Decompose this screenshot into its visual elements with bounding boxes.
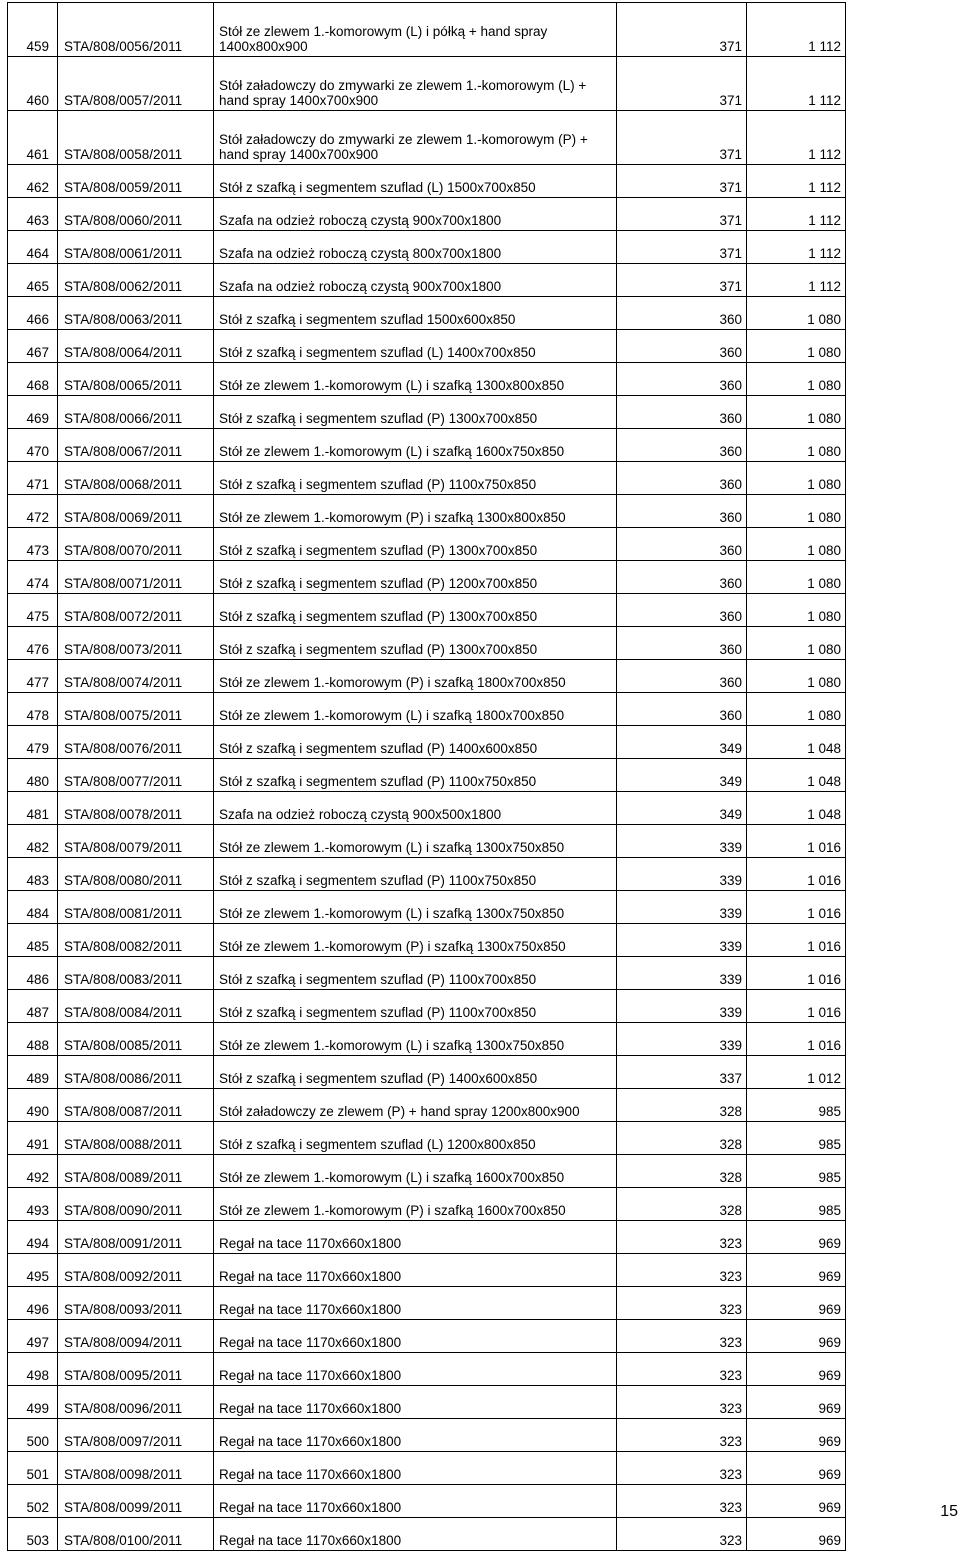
table-row [8, 1287, 846, 1320]
value-a: 360 [617, 363, 747, 396]
table-row [8, 1089, 846, 1122]
table-row [8, 1221, 846, 1254]
item-description: Stół z szafką i segmentem szuflad (P) 1300x700x850 [214, 396, 617, 429]
row-number: 492 [8, 1155, 58, 1188]
item-description: Stół z szafką i segmentem szuflad (P) 1100x700x850 [214, 957, 617, 990]
value-b: 1 012 [747, 1056, 846, 1089]
row-number: 464 [8, 231, 58, 264]
item-code: STA/808/0092/2011 [58, 1254, 214, 1287]
item-code: STA/808/0083/2011 [58, 957, 214, 990]
row-number: 460 [8, 57, 58, 111]
table-row [8, 297, 846, 330]
page-number: 15 [940, 1503, 958, 1520]
value-a: 323 [617, 1320, 747, 1353]
table-row [8, 1386, 846, 1419]
table-row [8, 330, 846, 363]
value-b: 1 080 [747, 528, 846, 561]
row-number: 472 [8, 495, 58, 528]
row-number: 480 [8, 759, 58, 792]
item-code: STA/808/0068/2011 [58, 462, 214, 495]
value-b: 1 080 [747, 462, 846, 495]
item-code: STA/808/0064/2011 [58, 330, 214, 363]
item-description: Szafa na odzież roboczą czystą 900x700x1800 [214, 198, 617, 231]
item-description: Stół z szafką i segmentem szuflad (P) 1100x750x850 [214, 462, 617, 495]
item-code: STA/808/0063/2011 [58, 297, 214, 330]
value-a: 360 [617, 693, 747, 726]
item-code: STA/808/0078/2011 [58, 792, 214, 825]
table-row [8, 264, 846, 297]
item-description: Regał na tace 1170x660x1800 [214, 1485, 617, 1518]
item-description: Stół ze zlewem 1.-komorowym (L) i szafką 1800x700x850 [214, 693, 617, 726]
table-row [8, 1518, 846, 1551]
item-description: Stół ze zlewem 1.-komorowym (P) i szafką 1600x700x850 [214, 1188, 617, 1221]
value-b: 1 016 [747, 858, 846, 891]
item-description: Stół z szafką i segmentem szuflad (P) 1100x700x850 [214, 990, 617, 1023]
value-a: 339 [617, 825, 747, 858]
table-row [8, 759, 846, 792]
value-b: 969 [747, 1221, 846, 1254]
item-code: STA/808/0060/2011 [58, 198, 214, 231]
item-code: STA/808/0071/2011 [58, 561, 214, 594]
item-description: Stół załadowczy do zmywarki ze zlewem 1.-komorowym (P) + hand spray 1400x700x900 [214, 111, 617, 165]
row-number: 499 [8, 1386, 58, 1419]
item-code: STA/808/0079/2011 [58, 825, 214, 858]
value-a: 360 [617, 561, 747, 594]
table-row [8, 627, 846, 660]
value-a: 371 [617, 3, 747, 57]
value-a: 323 [617, 1386, 747, 1419]
value-b: 969 [747, 1452, 846, 1485]
row-number: 502 [8, 1485, 58, 1518]
item-description: Stół załadowczy ze zlewem (P) + hand spray 1200x800x900 [214, 1089, 617, 1122]
table-row [8, 957, 846, 990]
value-b: 969 [747, 1518, 846, 1551]
value-a: 371 [617, 264, 747, 297]
table-row [8, 1452, 846, 1485]
row-number: 498 [8, 1353, 58, 1386]
value-b: 1 048 [747, 792, 846, 825]
item-code: STA/808/0094/2011 [58, 1320, 214, 1353]
value-b: 1 080 [747, 396, 846, 429]
value-a: 323 [617, 1485, 747, 1518]
item-description: Stół ze zlewem 1.-komorowym (L) i szafką 1600x750x850 [214, 429, 617, 462]
item-description: Stół ze zlewem 1.-komorowym (L) i szafką 1300x750x850 [214, 825, 617, 858]
value-b: 1 112 [747, 231, 846, 264]
value-b: 1 112 [747, 264, 846, 297]
table-row [8, 528, 846, 561]
item-description: Regał na tace 1170x660x1800 [214, 1419, 617, 1452]
item-description: Stół z szafką i segmentem szuflad (P) 1300x700x850 [214, 528, 617, 561]
row-number: 478 [8, 693, 58, 726]
table-row [8, 429, 846, 462]
row-number: 467 [8, 330, 58, 363]
item-description: Stół załadowczy do zmywarki ze zlewem 1.-komorowym (L) + hand spray 1400x700x900 [214, 57, 617, 111]
value-a: 323 [617, 1518, 747, 1551]
item-code: STA/808/0080/2011 [58, 858, 214, 891]
item-description: Stół z szafką i segmentem szuflad (L) 1500x700x850 [214, 165, 617, 198]
table-row [8, 1254, 846, 1287]
value-a: 360 [617, 462, 747, 495]
value-b: 1 112 [747, 198, 846, 231]
item-code: STA/808/0077/2011 [58, 759, 214, 792]
value-b: 1 080 [747, 561, 846, 594]
item-code: STA/808/0072/2011 [58, 594, 214, 627]
table-row [8, 462, 846, 495]
value-a: 360 [617, 396, 747, 429]
value-a: 371 [617, 111, 747, 165]
item-code: STA/808/0062/2011 [58, 264, 214, 297]
item-code: STA/808/0069/2011 [58, 495, 214, 528]
table-row [8, 1155, 846, 1188]
item-description: Regał na tace 1170x660x1800 [214, 1254, 617, 1287]
table-row [8, 924, 846, 957]
item-code: STA/808/0096/2011 [58, 1386, 214, 1419]
value-a: 360 [617, 660, 747, 693]
row-number: 471 [8, 462, 58, 495]
value-a: 339 [617, 1023, 747, 1056]
value-b: 985 [747, 1122, 846, 1155]
value-a: 371 [617, 231, 747, 264]
value-b: 969 [747, 1485, 846, 1518]
value-b: 985 [747, 1155, 846, 1188]
item-code: STA/808/0088/2011 [58, 1122, 214, 1155]
item-description: Regał na tace 1170x660x1800 [214, 1320, 617, 1353]
item-description: Szafa na odzież roboczą czystą 800x700x1800 [214, 231, 617, 264]
item-description: Regał na tace 1170x660x1800 [214, 1353, 617, 1386]
value-a: 371 [617, 57, 747, 111]
table-row [8, 1485, 846, 1518]
row-number: 475 [8, 594, 58, 627]
row-number: 466 [8, 297, 58, 330]
value-b: 1 080 [747, 495, 846, 528]
value-a: 371 [617, 165, 747, 198]
value-a: 360 [617, 528, 747, 561]
value-a: 339 [617, 957, 747, 990]
value-b: 1 080 [747, 429, 846, 462]
item-description: Regał na tace 1170x660x1800 [214, 1221, 617, 1254]
item-description: Regał na tace 1170x660x1800 [214, 1386, 617, 1419]
table-row [8, 495, 846, 528]
value-b: 1 080 [747, 594, 846, 627]
value-a: 360 [617, 429, 747, 462]
table-row [8, 1056, 846, 1089]
value-a: 328 [617, 1155, 747, 1188]
item-code: STA/808/0058/2011 [58, 111, 214, 165]
value-a: 339 [617, 891, 747, 924]
value-b: 1 016 [747, 891, 846, 924]
item-description: Stół ze zlewem 1.-komorowym (P) i szafką 1800x700x850 [214, 660, 617, 693]
value-a: 339 [617, 924, 747, 957]
table-row [8, 1419, 846, 1452]
value-a: 328 [617, 1089, 747, 1122]
item-code: STA/808/0087/2011 [58, 1089, 214, 1122]
row-number: 465 [8, 264, 58, 297]
item-code: STA/808/0082/2011 [58, 924, 214, 957]
value-a: 328 [617, 1188, 747, 1221]
value-b: 1 080 [747, 627, 846, 660]
table-row [8, 858, 846, 891]
item-code: STA/808/0093/2011 [58, 1287, 214, 1320]
item-description: Stół z szafką i segmentem szuflad 1500x600x850 [214, 297, 617, 330]
item-code: STA/808/0066/2011 [58, 396, 214, 429]
row-number: 481 [8, 792, 58, 825]
item-description: Stół z szafką i segmentem szuflad (P) 1200x700x850 [214, 561, 617, 594]
value-a: 360 [617, 330, 747, 363]
row-number: 479 [8, 726, 58, 759]
table-row [8, 1320, 846, 1353]
item-description: Szafa na odzież roboczą czystą 900x500x1800 [214, 792, 617, 825]
value-a: 323 [617, 1287, 747, 1320]
row-number: 500 [8, 1419, 58, 1452]
item-code: STA/808/0086/2011 [58, 1056, 214, 1089]
table-row [8, 726, 846, 759]
value-b: 969 [747, 1353, 846, 1386]
row-number: 461 [8, 111, 58, 165]
value-a: 360 [617, 495, 747, 528]
row-number: 484 [8, 891, 58, 924]
item-description: Stół ze zlewem 1.-komorowym (L) i szafką 1600x700x850 [214, 1155, 617, 1188]
item-description: Stół z szafką i segmentem szuflad (P) 1300x700x850 [214, 627, 617, 660]
item-code: STA/808/0059/2011 [58, 165, 214, 198]
value-b: 1 016 [747, 825, 846, 858]
value-b: 1 016 [747, 957, 846, 990]
value-a: 323 [617, 1452, 747, 1485]
value-b: 1 016 [747, 990, 846, 1023]
table-row [8, 165, 846, 198]
row-number: 482 [8, 825, 58, 858]
item-description: Regał na tace 1170x660x1800 [214, 1452, 617, 1485]
value-b: 969 [747, 1320, 846, 1353]
row-number: 459 [8, 3, 58, 57]
value-b: 1 112 [747, 3, 846, 57]
value-b: 1 080 [747, 660, 846, 693]
value-b: 1 080 [747, 297, 846, 330]
item-description: Stół z szafką i segmentem szuflad (L) 1200x800x850 [214, 1122, 617, 1155]
item-code: STA/808/0097/2011 [58, 1419, 214, 1452]
value-a: 360 [617, 594, 747, 627]
item-description: Stół ze zlewem 1.-komorowym (P) i szafką 1300x800x850 [214, 495, 617, 528]
item-code: STA/808/0057/2011 [58, 57, 214, 111]
value-b: 1 080 [747, 363, 846, 396]
item-code: STA/808/0081/2011 [58, 891, 214, 924]
value-b: 969 [747, 1287, 846, 1320]
item-description: Stół ze zlewem 1.-komorowym (L) i półką + hand spray 1400x800x900 [214, 3, 617, 57]
table-row [8, 198, 846, 231]
row-number: 501 [8, 1452, 58, 1485]
row-number: 469 [8, 396, 58, 429]
table-row [8, 363, 846, 396]
row-number: 474 [8, 561, 58, 594]
value-a: 323 [617, 1221, 747, 1254]
table-row [8, 231, 846, 264]
table-row [8, 396, 846, 429]
item-code: STA/808/0061/2011 [58, 231, 214, 264]
item-code: STA/808/0098/2011 [58, 1452, 214, 1485]
item-code: STA/808/0099/2011 [58, 1485, 214, 1518]
item-code: STA/808/0089/2011 [58, 1155, 214, 1188]
value-a: 349 [617, 726, 747, 759]
row-number: 495 [8, 1254, 58, 1287]
value-a: 360 [617, 297, 747, 330]
table-row [8, 891, 846, 924]
value-b: 985 [747, 1089, 846, 1122]
table-row [8, 3, 846, 57]
table-row [8, 693, 846, 726]
item-code: STA/808/0065/2011 [58, 363, 214, 396]
row-number: 485 [8, 924, 58, 957]
row-number: 463 [8, 198, 58, 231]
item-code: STA/808/0070/2011 [58, 528, 214, 561]
item-code: STA/808/0056/2011 [58, 3, 214, 57]
row-number: 468 [8, 363, 58, 396]
row-number: 497 [8, 1320, 58, 1353]
row-number: 494 [8, 1221, 58, 1254]
value-b: 1 080 [747, 693, 846, 726]
item-description: Stół ze zlewem 1.-komorowym (L) i szafką 1300x800x850 [214, 363, 617, 396]
item-code: STA/808/0095/2011 [58, 1353, 214, 1386]
row-number: 473 [8, 528, 58, 561]
item-description: Stół ze zlewem 1.-komorowym (P) i szafką 1300x750x850 [214, 924, 617, 957]
item-code: STA/808/0075/2011 [58, 693, 214, 726]
value-a: 323 [617, 1419, 747, 1452]
table-row [8, 825, 846, 858]
table-row [8, 561, 846, 594]
row-number: 483 [8, 858, 58, 891]
item-description: Stół z szafką i segmentem szuflad (P) 1100x750x850 [214, 759, 617, 792]
value-a: 349 [617, 792, 747, 825]
item-description: Regał na tace 1170x660x1800 [214, 1518, 617, 1551]
item-code: STA/808/0076/2011 [58, 726, 214, 759]
item-code: STA/808/0067/2011 [58, 429, 214, 462]
row-number: 503 [8, 1518, 58, 1551]
value-b: 1 112 [747, 111, 846, 165]
value-a: 337 [617, 1056, 747, 1089]
value-b: 1 112 [747, 165, 846, 198]
value-a: 323 [617, 1254, 747, 1287]
value-a: 349 [617, 759, 747, 792]
item-description: Szafa na odzież roboczą czystą 900x700x1800 [214, 264, 617, 297]
value-a: 323 [617, 1353, 747, 1386]
item-code: STA/808/0100/2011 [58, 1518, 214, 1551]
item-description: Stół z szafką i segmentem szuflad (L) 1400x700x850 [214, 330, 617, 363]
table-row [8, 1122, 846, 1155]
table-row [8, 1023, 846, 1056]
value-b: 1 048 [747, 759, 846, 792]
value-b: 1 016 [747, 1023, 846, 1056]
row-number: 462 [8, 165, 58, 198]
table-row [8, 1353, 846, 1386]
item-description: Stół z szafką i segmentem szuflad (P) 1400x600x850 [214, 1056, 617, 1089]
value-b: 1 080 [747, 330, 846, 363]
item-description: Stół z szafką i segmentem szuflad (P) 1300x700x850 [214, 594, 617, 627]
item-description: Regał na tace 1170x660x1800 [214, 1287, 617, 1320]
item-description: Stół z szafką i segmentem szuflad (P) 1400x600x850 [214, 726, 617, 759]
row-number: 496 [8, 1287, 58, 1320]
item-code: STA/808/0091/2011 [58, 1221, 214, 1254]
row-number: 488 [8, 1023, 58, 1056]
value-a: 360 [617, 627, 747, 660]
item-code: STA/808/0084/2011 [58, 990, 214, 1023]
table-row [8, 1188, 846, 1221]
table-row [8, 990, 846, 1023]
item-description: Stół z szafką i segmentem szuflad (P) 1100x750x850 [214, 858, 617, 891]
row-number: 477 [8, 660, 58, 693]
row-number: 487 [8, 990, 58, 1023]
value-b: 969 [747, 1254, 846, 1287]
table-row [8, 57, 846, 111]
value-a: 371 [617, 198, 747, 231]
row-number: 489 [8, 1056, 58, 1089]
item-description: Stół ze zlewem 1.-komorowym (L) i szafką 1300x750x850 [214, 891, 617, 924]
item-code: STA/808/0073/2011 [58, 627, 214, 660]
item-code: STA/808/0074/2011 [58, 660, 214, 693]
value-b: 969 [747, 1419, 846, 1452]
table-row [8, 660, 846, 693]
value-a: 339 [617, 990, 747, 1023]
value-b: 1 048 [747, 726, 846, 759]
table-row [8, 792, 846, 825]
value-b: 1 016 [747, 924, 846, 957]
value-b: 969 [747, 1386, 846, 1419]
row-number: 491 [8, 1122, 58, 1155]
row-number: 493 [8, 1188, 58, 1221]
table-row [8, 594, 846, 627]
table-row [8, 111, 846, 165]
item-code: STA/808/0085/2011 [58, 1023, 214, 1056]
value-a: 328 [617, 1122, 747, 1155]
row-number: 490 [8, 1089, 58, 1122]
value-b: 985 [747, 1188, 846, 1221]
value-a: 339 [617, 858, 747, 891]
item-code: STA/808/0090/2011 [58, 1188, 214, 1221]
row-number: 486 [8, 957, 58, 990]
item-description: Stół ze zlewem 1.-komorowym (L) i szafką 1300x750x850 [214, 1023, 617, 1056]
price-table [7, 2, 846, 1551]
row-number: 476 [8, 627, 58, 660]
value-b: 1 112 [747, 57, 846, 111]
row-number: 470 [8, 429, 58, 462]
